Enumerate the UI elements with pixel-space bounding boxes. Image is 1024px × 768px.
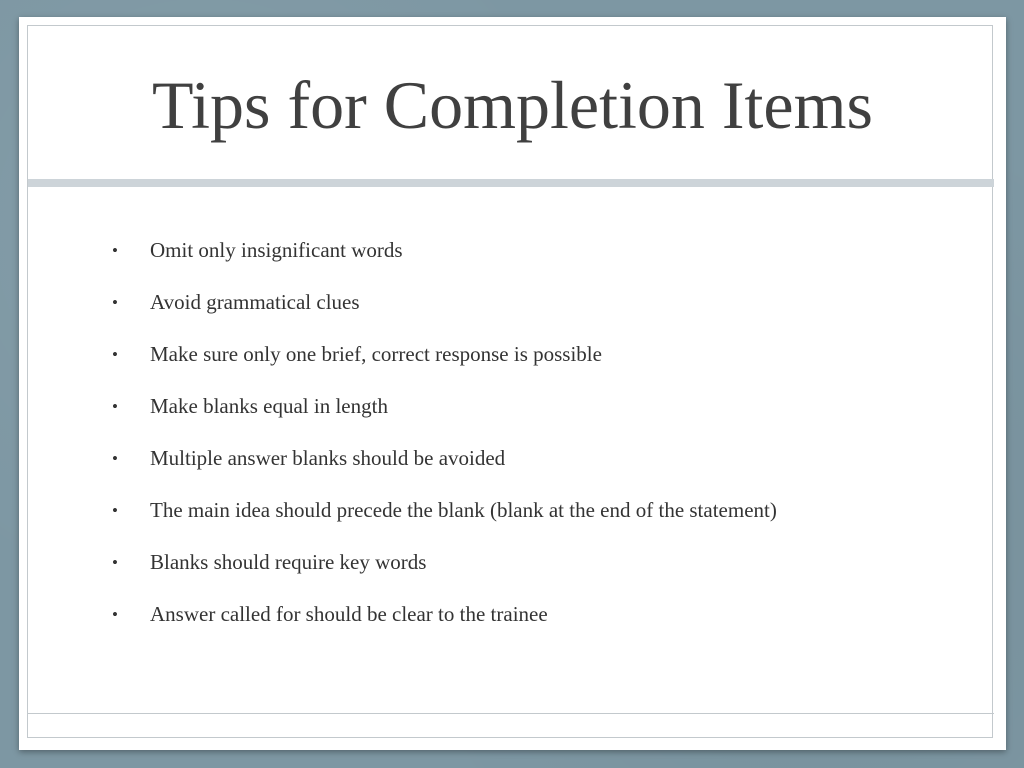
bullet-text: Avoid grammatical clues <box>150 290 360 314</box>
bullet-text: Make blanks equal in length <box>150 394 388 418</box>
bullet-text: Blanks should require key words <box>150 550 427 574</box>
list-item <box>110 499 810 522</box>
bullet-icon: • <box>112 345 118 364</box>
bullet-list <box>110 239 810 655</box>
list-item <box>110 447 810 470</box>
bullet-text: Make sure only one brief, correct response is possible <box>150 342 602 366</box>
list-item <box>110 395 810 418</box>
list-item <box>110 291 810 314</box>
footer-divider <box>28 713 994 714</box>
bullet-text: Multiple answer blanks should be avoided <box>150 446 506 470</box>
bullet-text: Omit only insignificant words <box>150 238 403 262</box>
list-item <box>110 239 810 262</box>
slide-title: Tips for Completion Items <box>152 67 873 143</box>
bullet-icon: • <box>112 553 118 572</box>
list-item <box>110 551 810 574</box>
list-item <box>110 343 810 366</box>
bullet-icon: • <box>112 293 118 312</box>
bullet-icon: • <box>112 397 118 416</box>
list-item <box>110 603 810 626</box>
title-divider <box>28 179 994 187</box>
slide <box>19 17 1006 750</box>
bullet-icon: • <box>112 605 118 624</box>
bullet-icon: • <box>112 501 118 520</box>
bullet-text: Answer called for should be clear to the trainee <box>150 602 548 626</box>
bullet-icon: • <box>112 449 118 468</box>
bullet-icon: • <box>112 241 118 260</box>
bullet-text: The main idea should precede the blank (blank at the end of the statement) <box>150 498 777 522</box>
